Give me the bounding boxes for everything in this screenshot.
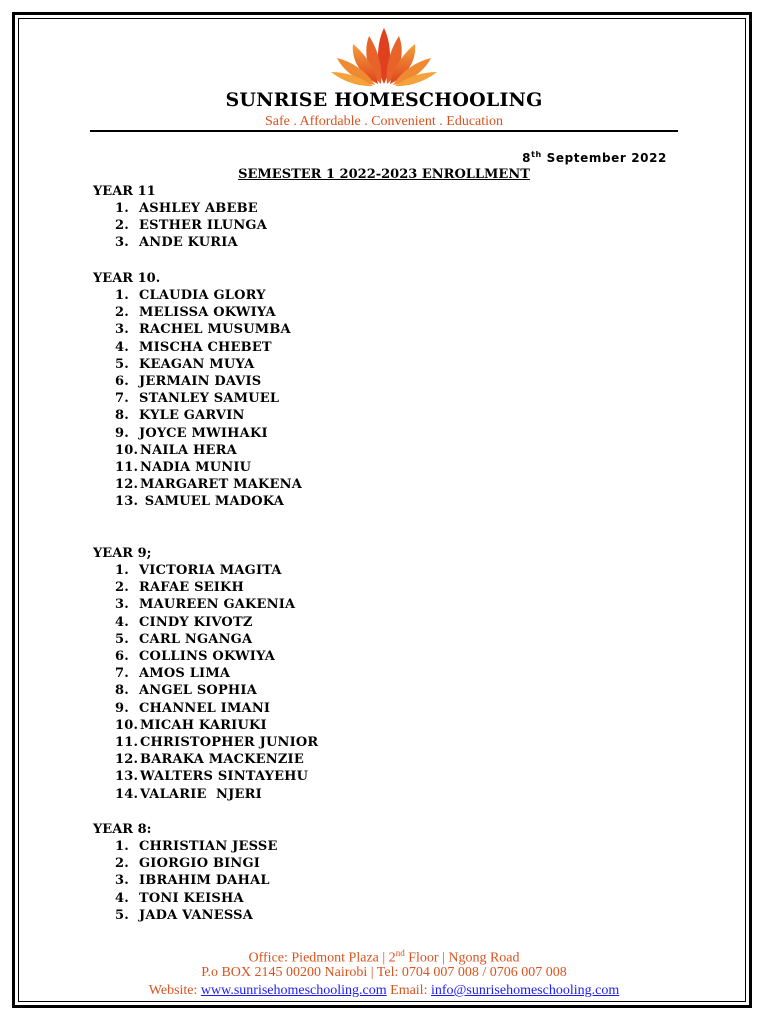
list-item-number: 9. [115, 425, 129, 441]
list-item-number: 12. [115, 477, 139, 493]
list-item-number: 1. [115, 839, 129, 854]
student-name: COLLINS OKWIYA [139, 649, 276, 664]
student-name: RAFAE SEIKH [139, 580, 245, 596]
student-name: MARGARET MAKENA [140, 477, 303, 493]
list-item-number: 2. [115, 856, 129, 872]
email-link[interactable]: info@sunrisehomeschooling.com [430, 983, 620, 998]
student-name: JADA VANESSA [139, 907, 254, 923]
lotus-logo-icon [331, 26, 437, 88]
list-item-number: 12. [115, 752, 139, 768]
list-item-number: 13. [115, 769, 139, 785]
student-name: MISCHA CHEBET [139, 339, 272, 355]
list-item-number: 7. [115, 666, 129, 682]
list-item-number: 1. [115, 563, 129, 578]
list-item-number: 8. [115, 683, 129, 699]
student-name: CHRISTOPHER JUNIOR [140, 735, 319, 750]
list-item-number: 3. [115, 235, 129, 251]
list-item-number: 1. [115, 201, 129, 216]
list-item-number: 5. [115, 356, 129, 372]
student-name: CHRISTIAN JESSE [139, 839, 278, 854]
section-heading: YEAR 10. [93, 271, 161, 286]
section-heading: YEAR 9; [93, 546, 152, 561]
student-name: VICTORIA MAGITA [139, 563, 282, 578]
student-name: NADIA MUNIU [140, 460, 252, 475]
student-name: VALARIE NJERI [140, 786, 262, 802]
organization-name: SUNRISE HOMESCHOOLING [225, 89, 543, 111]
student-name: RACHEL MUSUMBA [139, 322, 291, 338]
list-item-number: 11. [115, 460, 139, 475]
list-item-number: 14. [115, 786, 139, 802]
list-item-number: 2. [115, 218, 129, 234]
student-name: ANGEL SOPHIA [139, 683, 257, 699]
list-item-number: 4. [115, 339, 129, 355]
tagline: Safe . Affordable . Convenient . Education [264, 114, 504, 129]
document-date: 8th September 2022 [522, 150, 667, 165]
student-name: CHANNEL IMANI [139, 700, 271, 716]
list-item-number: 10. [115, 717, 139, 733]
list-item-number: 11. [115, 735, 139, 750]
student-name: WALTERS SINTAYEHU [140, 769, 309, 785]
list-item-number: 1. [115, 288, 129, 303]
student-name: CINDY KIVOTZ [139, 614, 253, 630]
list-item-number: 6. [115, 374, 129, 389]
footer-office: Office: Piedmont Plaza | 2nd Floor | Ngong Road [248, 948, 520, 966]
student-name: ESTHER ILUNGA [139, 218, 268, 234]
list-item-number: 4. [115, 890, 129, 906]
student-name: KYLE GARVIN [139, 408, 245, 424]
student-name: TONI KEISHA [139, 890, 244, 906]
list-item-number: 7. [115, 391, 129, 407]
student-name: CARL NGANGA [139, 631, 253, 647]
student-name: MELISSA OKWIYA [139, 305, 276, 321]
list-item-number: 4. [115, 614, 129, 630]
student-name: NAILA HERA [140, 442, 237, 458]
list-item-number: 9. [115, 700, 129, 716]
student-name: ANDE KURIA [139, 235, 238, 251]
list-item-number: 3. [115, 873, 129, 889]
list-item-number: 3. [115, 322, 129, 338]
section-heading: YEAR 11 [93, 184, 156, 199]
student-name: JOYCE MWIHAKI [139, 425, 268, 441]
student-name: MICAH KARIUKI [140, 717, 267, 733]
list-item-number: 6. [115, 649, 129, 664]
student-name: ASHLEY ABEBE [139, 201, 258, 216]
list-item-number: 8. [115, 408, 129, 424]
document-title: SEMESTER 1 2022-2023 ENROLLMENT [238, 167, 530, 182]
student-name: GIORGIO BINGI [139, 856, 261, 872]
list-item-number: 5. [115, 907, 129, 923]
section-heading: YEAR 8: [93, 822, 152, 837]
student-name: BARAKA MACKENZIE [140, 752, 304, 768]
footer-contact: P.o BOX 2145 00200 Nairobi | Tel: 0704 007 008 / 0706 007 008 [201, 965, 567, 980]
list-item-number: 10. [115, 442, 139, 458]
list-item-number: 2. [115, 305, 129, 321]
list-item-number: 13. [115, 494, 139, 510]
list-item-number: 3. [115, 597, 129, 613]
student-name: STANLEY SAMUEL [139, 391, 280, 407]
page-border-inner [18, 18, 746, 1002]
student-name: CLAUDIA GLORY [139, 288, 266, 303]
header-divider [90, 130, 678, 132]
student-name: IBRAHIM DAHAL [139, 873, 270, 889]
student-name: KEAGAN MUYA [139, 356, 255, 372]
list-item-number: 5. [115, 631, 129, 647]
website-link[interactable]: www.sunrisehomeschooling.com [200, 983, 387, 998]
student-name: MAUREEN GAKENIA [139, 597, 296, 613]
student-name: AMOS LIMA [139, 666, 231, 682]
student-name: JERMAIN DAVIS [139, 374, 262, 389]
footer-web: Website: www.sunrisehomeschooling.com Email: info@sunrisehomeschooling.com [148, 983, 620, 998]
list-item-number: 2. [115, 580, 129, 596]
student-name: SAMUEL MADOKA [140, 494, 285, 510]
